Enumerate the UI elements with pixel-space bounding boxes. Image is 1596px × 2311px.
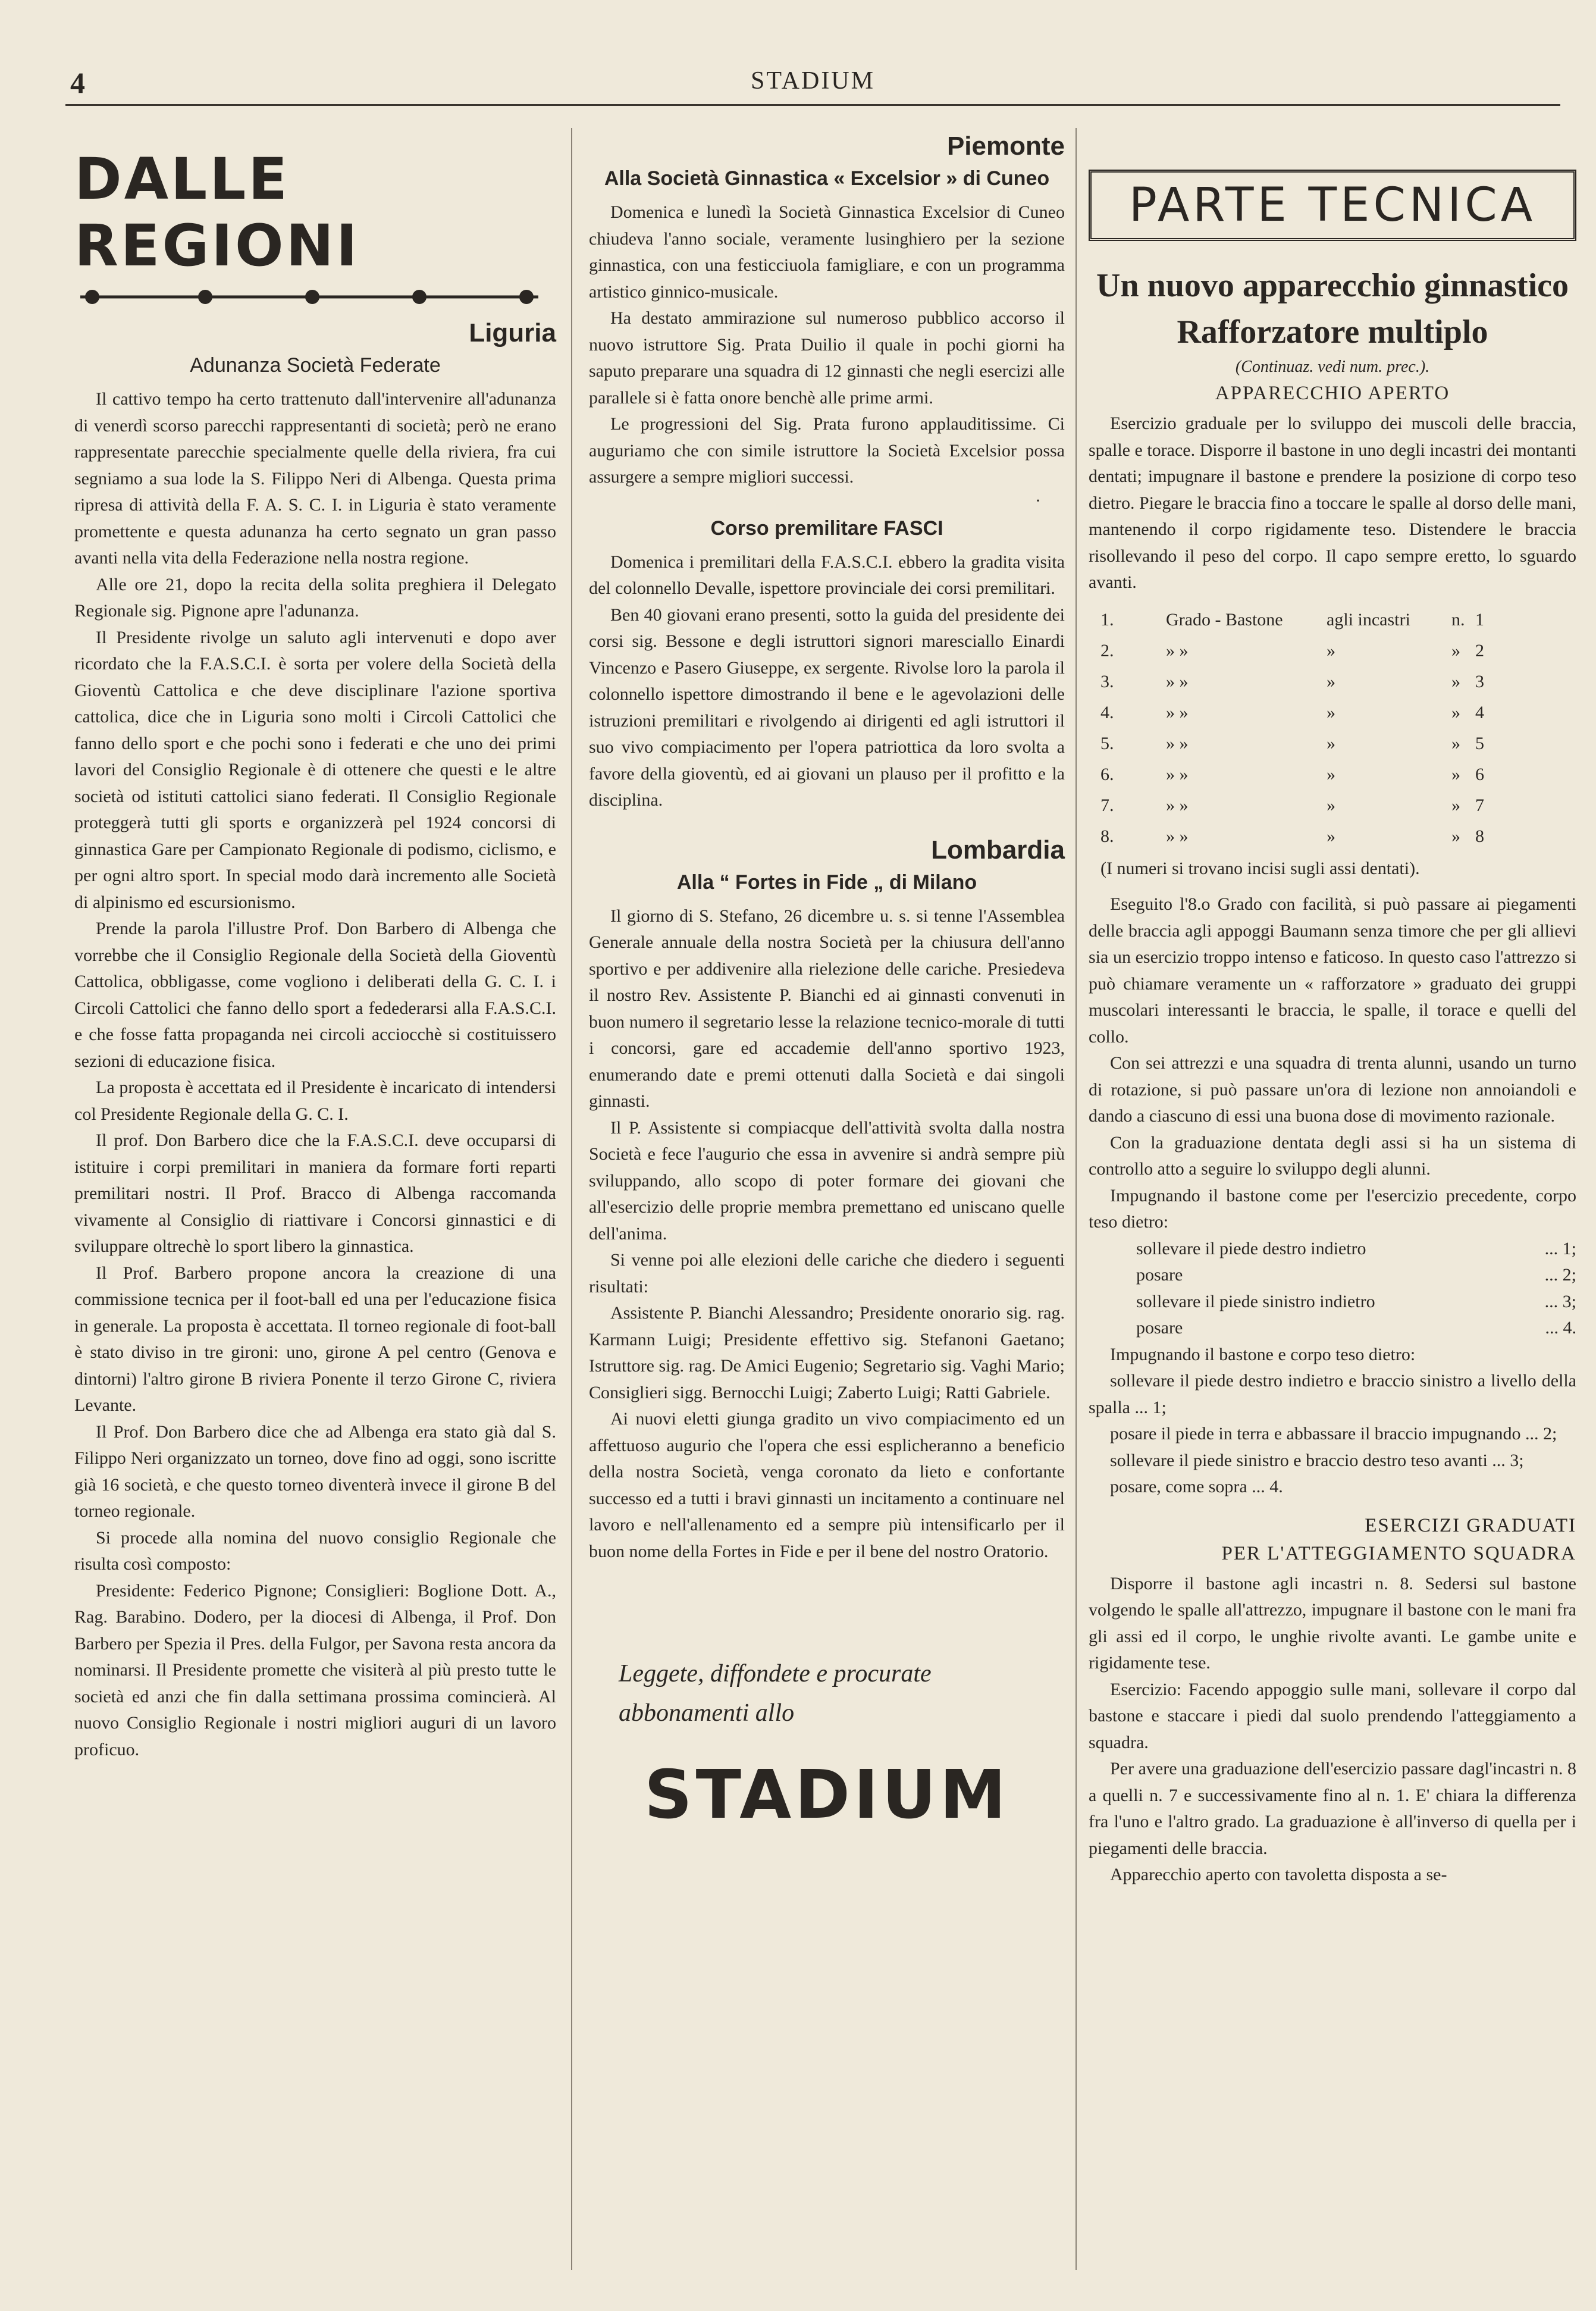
grade-cell: » [1327, 671, 1335, 691]
grade-cell: » » [1166, 795, 1189, 815]
ad-line: abbonamenti allo [619, 1699, 795, 1727]
grade-cell: » [1451, 826, 1460, 846]
grade-row [1100, 759, 1576, 790]
grade-cell: 7 [1475, 795, 1484, 815]
article-body [1089, 891, 1576, 1236]
grade-cell: » » [1166, 640, 1189, 660]
article-body [1089, 1571, 1576, 1889]
grade-cell: » [1327, 764, 1335, 784]
movement-row [1089, 1262, 1576, 1289]
paragraph: Ben 40 giovani erano presenti, sotto la guida del presidente dei corsi sig. Bessone e degli istruttori signori maresciallo Einardi Vincenzo e Pasero Giuseppe, ex sergente. Rivolse loro la parola il colonnello ispettore dimostrando il bene e le agevolazioni delle istruzioni premilitari e rivolgendo ai dirigenti ed agli istruttori il suo vivo compiacimento per l'opera patriottica da loro svolta a favore della gioventù, ed ai giovani un plauso per il profitto e la disciplina. [589, 605, 1065, 810]
paragraph: Il cattivo tempo ha certo trattenuto dall'intervenire all'adunanza di venerdì scorso parecchi rappresentanti di società; però ne erano rappresentate parecchie specialmente quelle della riviera, fra cui segniamo a sua lode la S. Filippo Neri di Albenga. Questa prima ripresa di attività della F. A. S. C. I. in Liguria è stato veramente promettente e questa adunanza ha certo segnato un gran passo avanti nella vita della Federazione nella nostra regione. [74, 389, 556, 568]
grade-cell: 8. [1100, 826, 1114, 846]
paragraph: Il Presidente rivolge un saluto agli intervenuti e dopo aver ricordato che la F.A.S.C.I. è sorta per volere della Società della Gioventù Cattolica e che deve disciplinare l'azione sportiva cattolica, dice che in Liguria sono molti i Circoli Cattolici che fanno dello sport e che pochi sono i federati e che uno dei primi lavori del Consiglio Regionale è di ottenere che questi e le altre società od istituti cattolici siano federati. Il Consiglio Regionale proteggerà tutti gli sports e organizzerà pel 1924 concorsi di ginnastica Gare per Campionato Regionale di podismo, ciclismo, e per ogni altro sport. In special modo darà incremento alle Società di alpinismo ed escursionismo. [74, 627, 556, 912]
region-heading: Lombardia [931, 835, 1065, 865]
subscription-ad [589, 1654, 1065, 1834]
stadium-logo: STADIUM [644, 1756, 1010, 1834]
article-body [74, 386, 556, 1763]
paragraph: Il Prof. Barbero propone ancora la creazione di una commissione tecnica per il foot-ball ed una per l'educazione fisica in generale. La proposta è accettata. Il torneo regionale di foot-ball è stato diviso in tre gironi: uno, girone A pel centro (Genova e dintorni) l'altro girone B riviera Ponente il terzo Girone C, riviera Levante. [74, 1263, 556, 1415]
grade-cell: » [1451, 733, 1460, 753]
grade-row [1100, 790, 1576, 821]
movement-count: ... 2; [1544, 1265, 1576, 1285]
masthead: STADIUM [751, 67, 875, 95]
grade-cell: » [1327, 733, 1335, 753]
paragraph: Il P. Assistente si compiacque dell'attività svolta dalla nostra Società e fece l'augurio che essa in avvenire si andrà sempre più sviluppando, allo scopo di poter formare dei giovani che all'esercizio delle proprie membra premettano ed uniscano quelle dell'anima. [589, 1117, 1065, 1244]
movement-row [1089, 1236, 1576, 1263]
grade-cell: 4 [1475, 702, 1484, 722]
grade-cell: 3 [1475, 671, 1484, 691]
movement-list [1089, 1236, 1576, 1342]
ornament-rule [74, 279, 544, 315]
section-heading: APPARECCHIO APERTO [1215, 383, 1450, 404]
paragraph: Apparecchio aperto con tavoletta disposta a se- [1110, 1865, 1447, 1884]
grade-cell: » » [1166, 733, 1189, 753]
column-regions [74, 128, 556, 1763]
paragraph: Il prof. Don Barbero dice che la F.A.S.C.I. deve occuparsi di istituire i corpi premilitari in maniera da formare forti reparti premilitari nostri. Il Prof. Bracco di Albenga raccomanda vivamente al Consiglio di riattivare i Concorsi ginnastici e di sviluppare oltrechè lo sport libero la ginnastica. [74, 1131, 556, 1256]
article-body [589, 199, 1065, 491]
paragraph: Per avere una graduazione dell'esercizio passare dagl'incastri n. 8 a quelli n. 7 e successivamente fino al n. 1. E' chiara la differenza fra l'uno e l'altro grado. La graduazione è all'inverso di quella per i piegamenti delle braccia. [1089, 1759, 1576, 1858]
grade-row [1100, 697, 1576, 728]
grade-cell: » [1451, 702, 1460, 722]
paragraph: posare, come sopra ... 4. [1110, 1477, 1283, 1496]
ad-line: Leggete, diffondete e procurate [619, 1660, 932, 1687]
column-technical [1089, 128, 1576, 1889]
grade-row [1100, 605, 1576, 635]
grade-row [1100, 666, 1576, 697]
grade-cell: » [1327, 640, 1335, 660]
grade-row [1100, 728, 1576, 759]
grade-cell: 6. [1100, 764, 1114, 784]
grade-cell: » » [1166, 671, 1189, 691]
paragraph: Alle ore 21, dopo la recita della solita preghiera il Delegato Regionale sig. Pignone apre l'adunanza. [74, 574, 556, 621]
paragraph: Domenica e lunedì la Società Ginnastica Excelsior di Cuneo chiudeva l'anno sociale, veramente lusinghiero per la sezione ginnastica, con una festicciuola famigliare, e con un programma artistico ginnico-musicale. [589, 202, 1065, 302]
grade-cell: » [1327, 795, 1335, 815]
grade-cell: 3. [1100, 671, 1114, 691]
paragraph: Prende la parola l'illustre Prof. Don Barbero di Albenga che vorrebbe che il Consiglio Regionale della Società della Gioventù Cattolica, obbligasse, come vogliono i deliberati della G. C. I. i Circoli Cattolici che fanno dello sport a fedederarsi alla F.A.S.C.I. e che fosse fatta propaganda nei circoli acciocchè si costituissero sezioni di educazione fisica. [74, 919, 556, 1071]
column-divider [571, 128, 572, 2270]
grade-row [1100, 635, 1576, 666]
divider: · [1035, 490, 1041, 511]
article-title: Un nuovo apparecchio ginnastico Rafforzatore multiplo [1096, 267, 1569, 350]
continuation-note: (Continuaz. vedi num. prec.). [1235, 358, 1430, 376]
grade-cell: » » [1166, 764, 1189, 784]
grade-cell: » » [1166, 702, 1189, 722]
section-heading: ESERCIZI GRADUATI [1365, 1514, 1576, 1536]
paragraph: Assistente P. Bianchi Alessandro; Presidente onorario sig. rag. Karmann Luigi; Presidente effettivo sig. Stefanoni Gaetano; Istruttore sig. rag. De Amici Eugenio; Segretario sig. Vaghi Mario; Consiglieri sigg. Bernocchi Luigi; Zaberto Luigi; Ratti Gabriele. [589, 1303, 1065, 1402]
article-body [1089, 1342, 1576, 1501]
movement-count: ... 3; [1544, 1291, 1576, 1311]
paragraph: posare il piede in terra e abbassare il braccio impugnando ... 2; [1110, 1424, 1557, 1443]
paragraph: Le progressioni del Sig. Prata furono applauditissime. Ci auguriamo che con simile istruttore la Società Excelsior possa assurgere a sempre migliori successi. [589, 414, 1065, 487]
paragraph: Eseguito l'8.o Grado con facilità, si può passare ai piegamenti delle braccia agli appoggi Baumann senza timore che per gli allievi sia un esercizio troppo intenso e faticoso. In questo caso l'attrezzo si può chiamare veramente un « rafforzatore » graduato dei gruppi muscolari interessanti le braccia, le spalle, il torace e quelli del collo. [1089, 894, 1576, 1047]
grades-note: (I numeri si trovano incisi sugli assi dentati). [1100, 858, 1420, 878]
movement-text: posare [1136, 1318, 1183, 1338]
grade-cell: Grado - Bastone [1166, 609, 1283, 630]
paragraph: Esercizio graduale per lo sviluppo dei muscoli delle braccia, spalle e torace. Disporre il bastone in uno degli incastri dei montanti dentati; impugnare il bastone e prendere la posizione di corpo teso dietro. Piegare le braccia fino a toccare le spalle al dorso delle mani, mantenendo il corpo rigidamente teso. Distendere le braccia risollevando il peso del corpo. Il capo sempre eretto, lo sguardo avanti. [1089, 414, 1576, 592]
movement-text: sollevare il piede destro indietro [1136, 1238, 1366, 1258]
paragraph: Ai nuovi eletti giunga gradito un vivo compiacimento ed un affettuoso augurio che l'opera che essi esplicheranno a beneficio della nostra Società, venga coronato da lieto e confortante successo ed a tutti i bravi ginnasti un incitamento a continuare nel lavoro e nell'allenamento ed a sempre più intensificarlo per il buon nome della Fortes in Fide e per il bene del nostro Oratorio. [589, 1409, 1065, 1561]
paragraph: Con la graduazione dentata degli assi si ha un sistema di controllo atto a seguire lo sviluppo degli alunni. [1089, 1132, 1576, 1179]
movement-count: ... 4. [1545, 1318, 1576, 1338]
article-subtitle: Alla “ Fortes in Fide „ di Milano [676, 870, 977, 894]
section-heading: PER L'ATTEGGIAMENTO SQUADRA [1221, 1542, 1576, 1564]
page-number: 4 [70, 66, 85, 99]
paragraph: Impugnando il bastone come per l'esercizio precedente, corpo teso dietro: [1089, 1185, 1576, 1232]
grade-cell: » » [1166, 826, 1189, 846]
parte-tecnica-title: PARTE TECNICA [1089, 170, 1576, 241]
grade-cell: » [1451, 671, 1460, 691]
grades-table [1100, 605, 1576, 852]
grade-cell: 5. [1100, 733, 1114, 753]
article-subtitle: Alla Società Ginnastica « Excelsior » di Cuneo [604, 167, 1050, 190]
paragraph: Il giorno di S. Stefano, 26 dicembre u. s. si tenne l'Assemblea Generale annuale della nostra Società per la chiusura dell'anno sportivo e per addivenire alla rielezione delle cariche. Presiedeva il nostro Rev. Assistente P. Bianchi ed ai ginnasti convenuti in buon numero il segretario lesse la relazione tecnico-morale di tutti i concorsi, gare ed accademie dell'anno sportivo 1923, enumerando date e premi ottenuti dalla Società e dai singoli ginnasti. [589, 906, 1065, 1111]
grade-cell: » [1451, 764, 1460, 784]
paragraph: Il Prof. Don Barbero dice che ad Albenga era stato già dal S. Filippo Neri organizzato un torneo, dove fino ad oggi, sono iscritte già 16 società, e che questo torneo diventerà invece il girone B del torneo regionale. [74, 1421, 556, 1521]
grade-cell: » [1327, 826, 1335, 846]
grade-row [1100, 821, 1576, 852]
paragraph: Si venne poi alle elezioni delle cariche che diedero i seguenti risultati: [589, 1250, 1065, 1297]
column-regions-2 [589, 128, 1065, 1834]
paragraph: Esercizio: Facendo appoggio sulle mani, sollevare il corpo dal bastone e staccare i piedi dal suolo prendendo l'atteggiamento a squadra. [1089, 1679, 1576, 1752]
paragraph: Presidente: Federico Pignone; Consiglieri: Boglione Dott. A., Rag. Barabino. Dodero, per la diocesi di Albenga, il Prof. Don Barbero per Spezia il Pres. della Fulgor, per Savona resta ancora da nominarsi. Il Presidente promette che visiterà al più presto tutte le società ed anzi che fin dalla settimana prossima comincierà. Al nuovo Consiglio Regionale i nostri migliori auguri di un lavoro proficuo. [74, 1580, 556, 1759]
paragraph: Domenica i premilitari della F.A.S.C.I. ebbero la gradita visita del colonnello Devalle, ispettore provinciale dei corsi premilitari. [589, 552, 1065, 598]
grade-cell: 4. [1100, 702, 1114, 722]
column-divider [1076, 128, 1077, 2270]
paragraph: Disporre il bastone agli incastri n. 8. Sedersi sul bastone volgendo le spalle all'attrezzo, impugnare il bastone con le mani fra gli assi ed il corpo, le unghie rivolte avanti. Le gambe unite e rigidamente tese. [1089, 1573, 1576, 1673]
paragraph: La proposta è accettata ed il Presidente è incaricato di intendersi col Presidente Regionale della G. C. I. [74, 1078, 556, 1124]
article-body [589, 549, 1065, 814]
region-heading: Piemonte [946, 131, 1065, 161]
article-body [589, 903, 1065, 1565]
grade-cell: 8 [1475, 826, 1484, 846]
movement-row [1089, 1289, 1576, 1316]
grade-cell: 5 [1475, 733, 1484, 753]
grade-cell: n. [1451, 609, 1465, 630]
movement-row [1089, 1315, 1576, 1342]
movement-text: sollevare il piede sinistro indietro [1136, 1291, 1375, 1311]
grade-cell: 2. [1100, 640, 1114, 660]
paragraph: Ha destato ammirazione sul numeroso pubblico accorso il nuovo istruttore Sig. Prata Duilio il quale in pochi giorni ha saputo preparare una squadra di 12 ginnasti che negli esercizi alle parallele si è fatta onore benchè alle prime armi. [589, 308, 1065, 408]
paragraph: Impugnando il bastone e corpo teso dietro: [1110, 1344, 1416, 1364]
grade-cell: 6 [1475, 764, 1484, 784]
page-header [65, 60, 1560, 106]
dalle-regioni-title: DALLE REGIONI [74, 146, 360, 279]
paragraph: sollevare il piede sinistro e braccio destro teso avanti ... 3; [1110, 1450, 1524, 1470]
paragraph: Si procede alla nomina del nuovo consiglio Regionale che risulta così composto: [74, 1527, 556, 1574]
grade-cell: » [1327, 702, 1335, 722]
grade-cell: 2 [1475, 640, 1484, 660]
paragraph: sollevare il piede destro indietro e braccio sinistro a livello della spalla ... 1; [1089, 1371, 1576, 1417]
article-subtitle: Corso premilitare FASCI [710, 516, 943, 540]
article-subtitle: Adunanza Società Federate [190, 354, 441, 377]
paragraph: Con sei attrezzi e una squadra di trenta alunni, usando un turno di rotazione, si può passare un'ora di lezione non annoiandoli e dando a ciascuno di essi una buona dose di movimento razionale. [1089, 1053, 1576, 1126]
grade-cell: 1 [1475, 609, 1484, 630]
grade-cell: » [1451, 795, 1460, 815]
grade-cell: 1. [1100, 609, 1114, 630]
movement-count: ... 1; [1544, 1238, 1576, 1258]
region-heading: Liguria [469, 318, 556, 347]
movement-text: posare [1136, 1265, 1183, 1285]
grade-cell: agli incastri [1327, 609, 1410, 630]
grade-cell: » [1451, 640, 1460, 660]
grade-cell: 7. [1100, 795, 1114, 815]
